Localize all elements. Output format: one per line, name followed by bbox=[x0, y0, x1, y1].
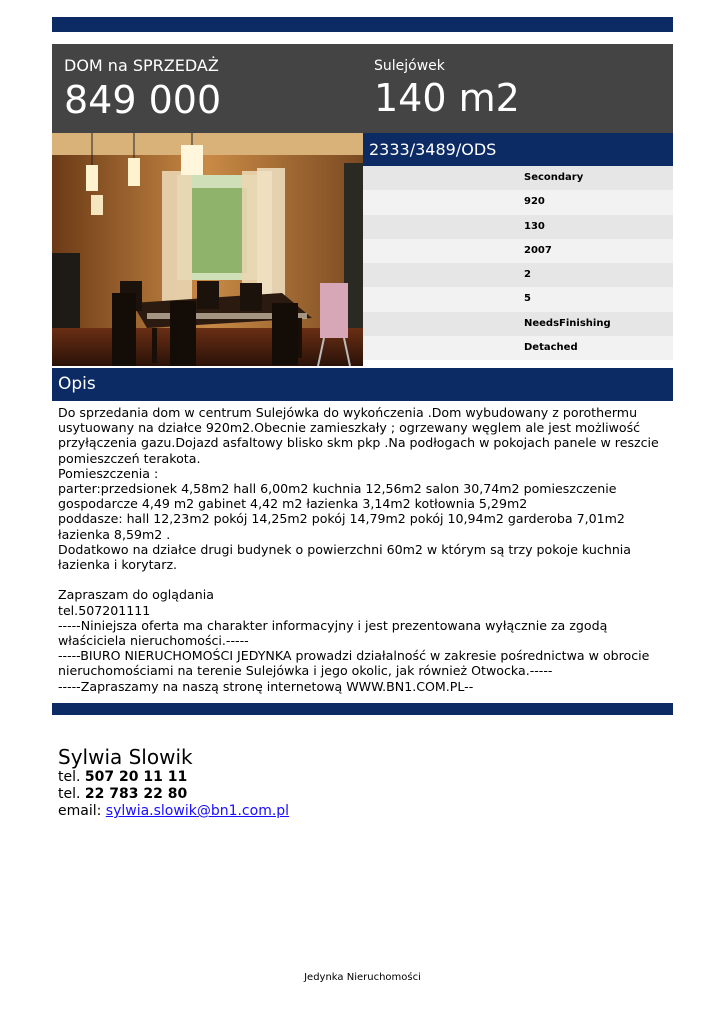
price-value: 849 000 bbox=[64, 78, 222, 122]
agent-name: Sylwia Slowik bbox=[58, 745, 193, 769]
tel-label: tel. bbox=[58, 769, 81, 785]
phone-number-1: 507 20 11 11 bbox=[84, 769, 188, 785]
area-value: 140 m2 bbox=[374, 76, 520, 120]
location-label: Sulejówek bbox=[374, 58, 445, 74]
agent-phone-1 bbox=[58, 769, 289, 786]
dining-room-photo-icon bbox=[52, 133, 363, 366]
listing-reference: 2333/3489/ODS bbox=[363, 133, 673, 166]
property-type-label: DOM na SPRZEDAŻ bbox=[64, 56, 219, 75]
email-link[interactable]: sylwia.slowik@bn1.com.pl bbox=[105, 803, 290, 819]
detail-plot-area: 920 bbox=[363, 190, 673, 214]
bottom-accent-bar bbox=[52, 703, 673, 715]
property-details-table bbox=[363, 166, 673, 360]
detail-rooms: 5 bbox=[363, 287, 673, 311]
agent-email-row bbox=[58, 803, 289, 820]
agent-contact bbox=[58, 745, 289, 820]
phone-number-2: 22 783 22 80 bbox=[84, 786, 188, 802]
page-footer: Jedynka Nieruchomości bbox=[304, 972, 421, 983]
detail-condition: NeedsFinishing bbox=[363, 312, 673, 336]
description-heading: Opis bbox=[52, 368, 673, 401]
detail-floors: 2 bbox=[363, 263, 673, 287]
tel-label: tel. bbox=[58, 786, 81, 802]
price-block bbox=[64, 56, 221, 122]
property-photo bbox=[52, 133, 363, 366]
listing-header bbox=[52, 44, 673, 133]
email-label: email: bbox=[58, 803, 102, 819]
agent-phone-2 bbox=[58, 786, 289, 803]
detail-market: Secondary bbox=[363, 166, 673, 190]
description-text: Do sprzedania dom w centrum Sulejówka do wykończenia .Dom wybudowany z porothermu usytuowany na działce 920m2.Obecnie zamieszkały ; ogrzewany węglem ale jest możliwość przyłączenia gazu.Dojazd asfaltowy blisko skm pkp .Na podłogach w pokojach panele w reszcie pomieszczeń terakota. Pomieszczenia : parter:przedsionek 4,58m2 hall 6,00m2 kuchnia 12,56m2 salon 30,74m2 pomieszczenie gospodarcze 4,49 m2 gabinet 4,42 m2 łazienka 3,14m2 kotłownia 5,29m2 poddasze: hall 12,23m2 pokój 14,25m2 pokój 14,79m2 pokój 10,94m2 garderoba 7,01m2 łazienka 8,59m2 . Dodatkowo na działce drugi budynek o powierzchni 60m2 w którym są trzy pokoje kuchnia łazienka i korytarz. Zapraszam do oglądania tel.507201111 -----Niniejsza oferta ma charakter informacyjny i jest prezentowana wyłącznie za zgodą właściciela nieruchomości.----- -----BIURO NIERUCHOMOŚCI JEDYNKA prowadzi działalność w zakresie pośrednictwa w obrocie nieruchomościami na terenie Sulejówka i jego okolic, jak również Otwocka.----- -----Zapraszamy na naszą stronę internetową WWW.BN1.COM.PL-- bbox=[58, 405, 659, 694]
detail-usable-area: 130 bbox=[363, 215, 673, 239]
detail-building-type: Detached bbox=[363, 336, 673, 360]
detail-year-built: 2007 bbox=[363, 239, 673, 263]
top-accent-bar bbox=[52, 17, 673, 32]
location-block bbox=[374, 56, 520, 120]
